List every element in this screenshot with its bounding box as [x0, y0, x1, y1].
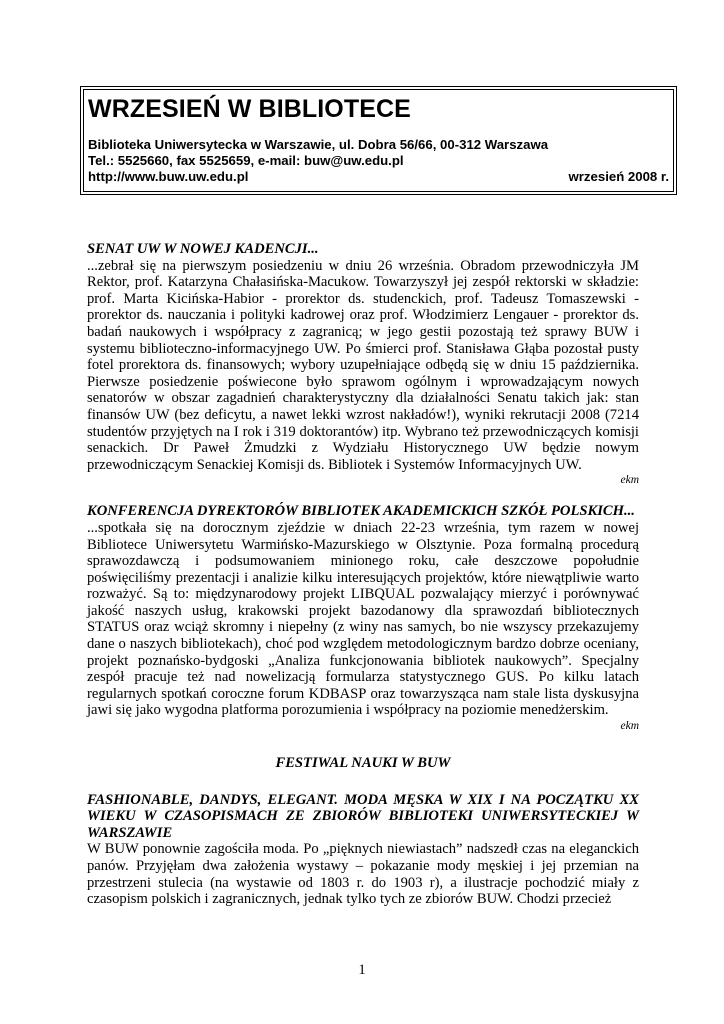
article-body-moda: W BUW ponownie zagościła moda. Po „pięknych niewiastach” nadszedł czas na eleganckich panów. Przyjęłam dwa założenia wystawy – pokazanie mody męskiej i jej przemian na przestrzeni stulecia (na wystawie od 1803 r. do 1903 r), a ilustracje pochodzić miały z czasopism polskich i zagranicznych, jednak tylko tych ze zbiorów BUW. Chodzi przecież [87, 841, 639, 908]
page-number: 1 [358, 962, 366, 978]
library-contact: Tel.: 5525660, fax 5525659, e-mail: buw@uw.edu.pl [88, 153, 404, 168]
article-body-senat: ...zebrał się na pierwszym posiedzeniu w dniu 26 września. Obradom przewodniczyła JM Rektor, prof. Katarzyna Chałasińska-Macukow. Towarzyszył jej zespół rektorski w składzie: prof. Marta Kicińska-Habior - prorektor ds. studenckich, prof. Tadeusz Tomaszewski - prorektor ds. nauczania i polityki kadrowej oraz prof. Włodzimierz Lengauer - prorektor ds. badań naukowych i współpracy z zagranicą; w jego gestii pozostają też sprawy BUW i systemu biblioteczno-informacyjnego UW. Po śmierci prof. Stanisława Głąba pozostał pusty fotel prorektora ds. finansowych; wybory uzupełniające odbędą się w dniu 15 października. Pierwsze posiedzenie poświecone było sprawom ogólnym i wprowadzającym nowych senatorów w obszar zagadnień charakterystyczny dla działalności Senatu takich jak: stan finansów UW (bez deficytu, a nawet lekki wzrost nakładów!), wyniki rekrutacji 2008 (7214 studentów przyjętych na I rok i 319 doktorantów) itp. Wybrano też przewodniczących komisji senackich. Dr Paweł Żmudzki z Wydziału Historycznego UW będzie nowym przewodniczącym Senackiej Komisji ds. Bibliotek i Systemów Informacyjnych UW. [87, 257, 639, 473]
article-signature: ekm [620, 720, 639, 733]
section-spacer [87, 772, 639, 792]
section-spacer [87, 487, 639, 503]
section-title-festiwal: FESTIWAL NAUKI W BUW [275, 755, 451, 772]
article-heading-konferencja: KONFERENCJA DYREKTORÓW BIBLIOTEK AKADEMICKICH SZKÓŁ POLSKICH... [87, 503, 635, 520]
newsletter-masthead [80, 86, 677, 195]
issue-date: wrzesień 2008 r. [568, 169, 669, 184]
article-signature: ekm [620, 474, 639, 487]
library-website: http://www.buw.uw.edu.pl [88, 169, 249, 184]
article-content [87, 241, 639, 908]
library-address: Biblioteka Uniwersytecka w Warszawie, ul. Dobra 56/66, 00-312 Warszawa [88, 137, 549, 152]
section-spacer [87, 733, 639, 755]
article-body-konferencja: ...spotkała się na dorocznym zjeździe w dniach 22-23 września, tym razem w nowej Bibliotece Uniwersytetu Warmińsko-Mazurskiego w Olsztynie. Poza formalną procedurą sprawozdawczą i podsumowaniem minionego roku, całe deszczowe popołudnie poświęciliśmy prezentacji i analizie kilku interesujących projektów, które niewątpliwie warto rozważyć. Są to: międzynarodowy projekt LIBQUAL pozwalający mierzyć i porównywać jakość naszych usług, krakowski projekt bazodanowy dla sprawozdań bibliotecznych STATUS oraz wciąż skromny i niepełny (z winy nas samych, bo nie wszyscy przekazujemy dane o naszych bibliotekach), choć pod względem metodologicznym bardzo dobrze oceniany, projekt poznańsko-bydgoski „Analiza funkcjonowania bibliotek naukowych”. Specjalny zespół pracuje też nad nowelizacją formularza statystycznego GUS. Po kilku latach regularnych spotkań coroczne forum KDBASP oraz towarzysząca nam stale lista dyskusyjna jawi się jako wygodna platforma porozumienia i współpracy na poziomie menedżerskim. [87, 519, 639, 719]
masthead-bottom-line [88, 169, 669, 185]
article-heading-moda: FASHIONABLE, DANDYS, ELEGANT. MODA MĘSKA W XIX I NA POCZĄTKU XX WIEKU W CZASOPISMACH ZE ZBIORÓW BIBLIOTEKI UNIWERSYTECKIEJ W WARSZAWIE [87, 791, 639, 841]
masthead-inner-frame [83, 89, 674, 192]
newsletter-title: WRZESIEŃ W BIBLIOTECE [88, 95, 411, 123]
article-heading-senat: SENAT UW W NOWEJ KADENCJI... [87, 241, 319, 257]
